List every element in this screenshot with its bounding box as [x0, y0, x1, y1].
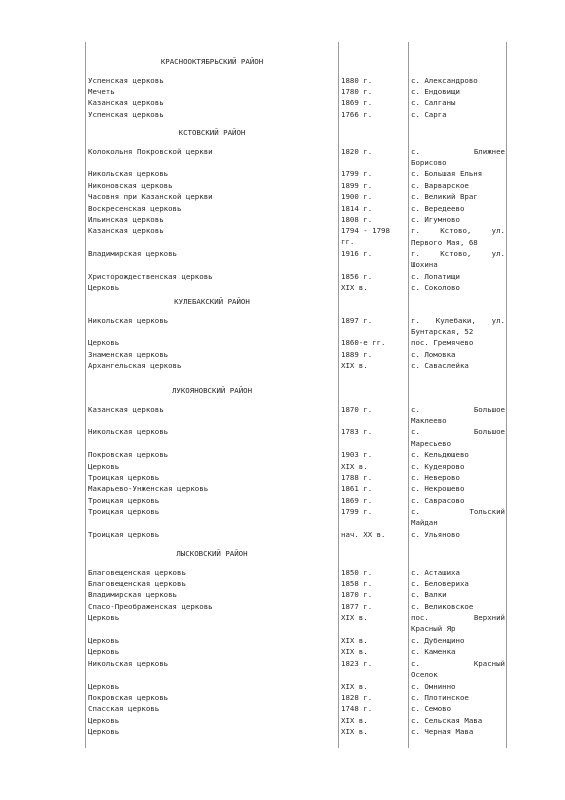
monument-date: XIX в.	[341, 361, 368, 371]
table-row	[0, 404, 565, 427]
table-row	[0, 449, 565, 460]
monument-location	[411, 180, 505, 191]
table-row	[0, 109, 565, 120]
monument-location	[411, 601, 505, 612]
location-line: Маресьево	[411, 438, 452, 448]
table-row	[0, 180, 565, 191]
monument-location	[411, 86, 505, 97]
section-title: КУЛЕБАКСКИЙ РАЙОН	[174, 297, 250, 306]
location-line: с. Сарга	[411, 109, 447, 119]
monument-location	[411, 75, 505, 86]
location-line: с. Великий Враг	[411, 192, 478, 202]
location-line: с. Великовское	[411, 601, 474, 611]
monument-location	[411, 461, 505, 472]
monument-name: Владимирская церковь	[88, 249, 177, 259]
monument-date: XIX в.	[341, 647, 368, 657]
monument-date: XIX в.	[341, 613, 368, 623]
location-line: с. Варварское	[411, 180, 469, 190]
monument-name: Церковь	[88, 715, 120, 725]
monument-location	[411, 360, 505, 371]
location-line: с. Кельдюшево	[411, 450, 469, 460]
monument-name: Церковь	[88, 635, 120, 645]
monument-location	[411, 635, 505, 646]
monument-location	[411, 426, 505, 449]
monument-date: 1808 г.	[341, 214, 373, 224]
location-line: Первого Мая, 68	[411, 237, 478, 247]
monument-name: Никольская церковь	[88, 315, 169, 325]
location-line: Борисово	[411, 157, 447, 167]
monument-name: Церковь	[88, 461, 120, 471]
location-line: г. Кстово, ул.	[411, 249, 505, 259]
table-row	[0, 658, 565, 681]
monument-location	[411, 449, 505, 460]
monument-location	[411, 495, 505, 506]
location-line: Маклеево	[411, 415, 447, 425]
monument-date: XIX в.	[341, 715, 368, 725]
monument-location	[411, 715, 505, 726]
monument-date: 1916 г.	[341, 249, 373, 259]
location-line: Бунтарская, 52	[411, 326, 474, 336]
monument-date: XIX в.	[341, 635, 368, 645]
monument-location	[411, 703, 505, 714]
location-line: с. Каменка	[411, 647, 456, 657]
monument-name: Никольская церковь	[88, 427, 169, 437]
monument-date: 1794 - 1798 гг.	[341, 226, 390, 247]
monument-name: Благовещенская церковь	[88, 578, 186, 588]
location-line: с. Сельская Мава	[411, 715, 483, 725]
monument-name: Церковь	[88, 681, 120, 691]
table-row	[0, 271, 565, 282]
location-line: с. Кудеярово	[411, 461, 465, 471]
monument-date: 1900 г.	[341, 192, 373, 202]
table-row	[0, 168, 565, 179]
monument-location	[411, 692, 505, 703]
table-row	[0, 315, 565, 338]
table-row	[0, 529, 565, 540]
monument-location	[411, 271, 505, 282]
table-row	[0, 472, 565, 483]
monument-name: Христорождественская церковь	[88, 271, 213, 281]
table-row	[0, 715, 565, 726]
location-line: с. Соколово	[411, 283, 460, 293]
monument-name: Церковь	[88, 613, 120, 623]
table-row	[0, 146, 565, 169]
location-line: с. Ульяново	[411, 529, 460, 539]
location-line: с. Саврасово	[411, 495, 465, 505]
monument-name: Знаменская церковь	[88, 349, 169, 359]
table-row	[0, 703, 565, 714]
monument-location	[411, 404, 505, 427]
monument-date: 1858 г.	[341, 578, 373, 588]
monument-date: нач. XX в.	[341, 529, 386, 539]
monument-location	[411, 506, 505, 529]
monument-location	[411, 483, 505, 494]
location-line: пос. Верхний	[411, 613, 505, 623]
table-row	[0, 86, 565, 97]
monument-name: Ильинская церковь	[88, 214, 164, 224]
location-line: с. Александрово	[411, 75, 478, 85]
monument-date: 1780 г.	[341, 86, 373, 96]
monument-location	[411, 109, 505, 120]
table-row	[0, 726, 565, 737]
monument-date: XIX в.	[341, 681, 368, 691]
location-line: Оселок	[411, 670, 438, 680]
table-row	[0, 360, 565, 371]
monument-location	[411, 214, 505, 225]
monument-name: Часовня при Казанской церкви	[88, 192, 213, 202]
monument-location	[411, 337, 505, 348]
monument-location	[411, 567, 505, 578]
location-line: Шохина	[411, 260, 438, 270]
monument-date: 1880 г.	[341, 75, 373, 85]
monument-name: Никоновская церковь	[88, 180, 173, 190]
monument-date: 1799 г.	[341, 169, 373, 179]
monument-date: 1899 г.	[341, 180, 373, 190]
monument-location	[411, 191, 505, 202]
section-title: КРАСНООКТЯБРЬСКИЙ РАЙОН	[160, 57, 264, 66]
monument-name: Владимирская церковь	[88, 590, 177, 600]
monument-name: Казанская церковь	[88, 404, 164, 414]
table-row	[0, 601, 565, 612]
table-row	[0, 681, 565, 692]
location-line: с. Некрошево	[411, 484, 465, 494]
monument-date: 1820 г.	[341, 146, 373, 156]
location-line: с. Ближнее	[411, 146, 505, 156]
monument-name: Успенская церковь	[88, 109, 164, 119]
monument-location	[411, 681, 505, 692]
monument-location	[411, 225, 505, 248]
monument-date: 1877 г.	[341, 601, 373, 611]
monument-name: Церковь	[88, 283, 120, 293]
table-row	[0, 483, 565, 494]
monument-date: XIX в.	[341, 727, 368, 737]
location-line: с. Плотинское	[411, 692, 469, 702]
monument-date: 1814 г.	[341, 203, 373, 213]
table-row	[0, 567, 565, 578]
location-line: с. Саваслейка	[411, 361, 469, 371]
monument-date: 1766 г.	[341, 109, 373, 119]
location-line: пос. Гремячево	[411, 338, 474, 348]
monument-location	[411, 589, 505, 600]
monument-location	[411, 472, 505, 483]
monument-date: XIX в.	[341, 283, 368, 293]
table-row	[0, 495, 565, 506]
table-row	[0, 646, 565, 657]
monument-location	[411, 203, 505, 214]
monument-date: 1870 г.	[341, 404, 373, 414]
monument-name: Казанская церковь	[88, 226, 164, 236]
table-row	[0, 337, 565, 348]
table-row	[0, 461, 565, 472]
monument-location	[411, 248, 505, 271]
monument-date: 1869 г.	[341, 98, 373, 108]
monument-date: 1823 г.	[341, 658, 373, 668]
location-line: с. Большое	[411, 404, 505, 414]
table-row	[0, 191, 565, 202]
location-line: г. Кстово, ул.	[411, 226, 505, 236]
monument-location	[411, 97, 505, 108]
location-line: с. Игумново	[411, 214, 460, 224]
monument-date: 1861 г.	[341, 484, 373, 494]
monument-name: Казанская церковь	[88, 98, 164, 108]
monument-location	[411, 646, 505, 657]
section-title: ЛУКОЯНОВСКИЙ РАЙОН	[171, 386, 253, 395]
monument-name: Спасо-Преображенская церковь	[88, 601, 213, 611]
monument-name: Церковь	[88, 727, 120, 737]
monument-location	[411, 658, 505, 681]
monument-name: Спасская церковь	[88, 704, 160, 714]
monument-date: 1903 г.	[341, 450, 373, 460]
monument-name: Троицкая церковь	[88, 495, 160, 505]
monument-name: Мечеть	[88, 86, 115, 96]
monument-date: 1889 г.	[341, 349, 373, 359]
location-line: с. Лопатищи	[411, 271, 460, 281]
monument-name: Архангельская церковь	[88, 361, 182, 371]
table-row	[0, 589, 565, 600]
monument-date: 1828 г.	[341, 692, 373, 702]
monument-location	[411, 315, 505, 338]
monument-location	[411, 726, 505, 737]
table-row	[0, 349, 565, 360]
monument-name: Никольская церковь	[88, 658, 169, 668]
table-row	[0, 203, 565, 214]
location-line: с. Большая Ельня	[411, 169, 483, 179]
monument-date: 1897 г.	[341, 315, 373, 325]
table-row	[0, 635, 565, 646]
monument-name: Колокольня Покровской церкви	[88, 146, 213, 156]
monument-date: 1869 г.	[341, 495, 373, 505]
location-line: с. Омнинно	[411, 681, 456, 691]
table-row	[0, 612, 565, 635]
location-line: Красный Яр	[411, 624, 456, 634]
monument-location	[411, 146, 505, 169]
table-row	[0, 225, 565, 248]
monument-name: Троицкая церковь	[88, 529, 160, 539]
table-row	[0, 75, 565, 86]
monument-location	[411, 578, 505, 589]
table-row	[0, 97, 565, 108]
table-row	[0, 578, 565, 589]
monument-name: Благовещенская церковь	[88, 567, 186, 577]
monument-name: Никольская церковь	[88, 169, 169, 179]
location-line: с. Черная Мава	[411, 727, 474, 737]
monument-name: Макарьево-Унженская церковь	[88, 484, 209, 494]
monument-date: 1788 г.	[341, 472, 373, 482]
location-line: с. Ломовка	[411, 349, 456, 359]
section-title: ЛЫСКОВСКИЙ РАЙОН	[176, 549, 248, 558]
table-row	[0, 282, 565, 293]
monument-location	[411, 349, 505, 360]
monument-date: 1850 г.	[341, 567, 373, 577]
monument-location	[411, 282, 505, 293]
monument-date: 1856 г.	[341, 271, 373, 281]
monument-location	[411, 529, 505, 540]
monument-date: 1870 г.	[341, 590, 373, 600]
location-line: с. Красный	[411, 658, 505, 668]
monument-date: 1748 г.	[341, 704, 373, 714]
monument-date: XIX в.	[341, 461, 368, 471]
table-row	[0, 692, 565, 703]
table-row	[0, 426, 565, 449]
monument-name: Покровская церковь	[88, 692, 169, 702]
monument-date: 1860-е гг.	[341, 338, 386, 348]
location-line: с. Беловериха	[411, 578, 469, 588]
monument-location	[411, 168, 505, 179]
monument-date: 1783 г.	[341, 427, 373, 437]
monument-date: 1799 г.	[341, 507, 373, 517]
monument-location	[411, 612, 505, 635]
location-line: с. Неверово	[411, 472, 460, 482]
monument-name: Покровская церковь	[88, 450, 169, 460]
monument-name: Воскресенская церковь	[88, 203, 182, 213]
table-row	[0, 248, 565, 271]
table-row	[0, 506, 565, 529]
location-line: с. Вередеево	[411, 203, 465, 213]
location-line: с. Валки	[411, 590, 447, 600]
section-title: КСТОВСКИЙ РАЙОН	[178, 128, 246, 137]
location-line: с. Дубенщино	[411, 635, 465, 645]
monument-name: Церковь	[88, 338, 120, 348]
monument-name: Успенская церковь	[88, 75, 164, 85]
table-row	[0, 214, 565, 225]
monument-name: Церковь	[88, 647, 120, 657]
location-line: Майдан	[411, 518, 438, 528]
monument-name: Троицкая церковь	[88, 507, 160, 517]
location-line: с. Семово	[411, 704, 452, 714]
location-line: г. Кулебаки, ул.	[411, 315, 505, 325]
location-line: с. Тольский	[411, 507, 505, 517]
monument-name: Троицкая церковь	[88, 472, 160, 482]
location-line: с. Салганы	[411, 98, 456, 108]
location-line: с. Большое	[411, 427, 505, 437]
location-line: с. Ендовищи	[411, 86, 460, 96]
location-line: с. Асташиха	[411, 567, 460, 577]
